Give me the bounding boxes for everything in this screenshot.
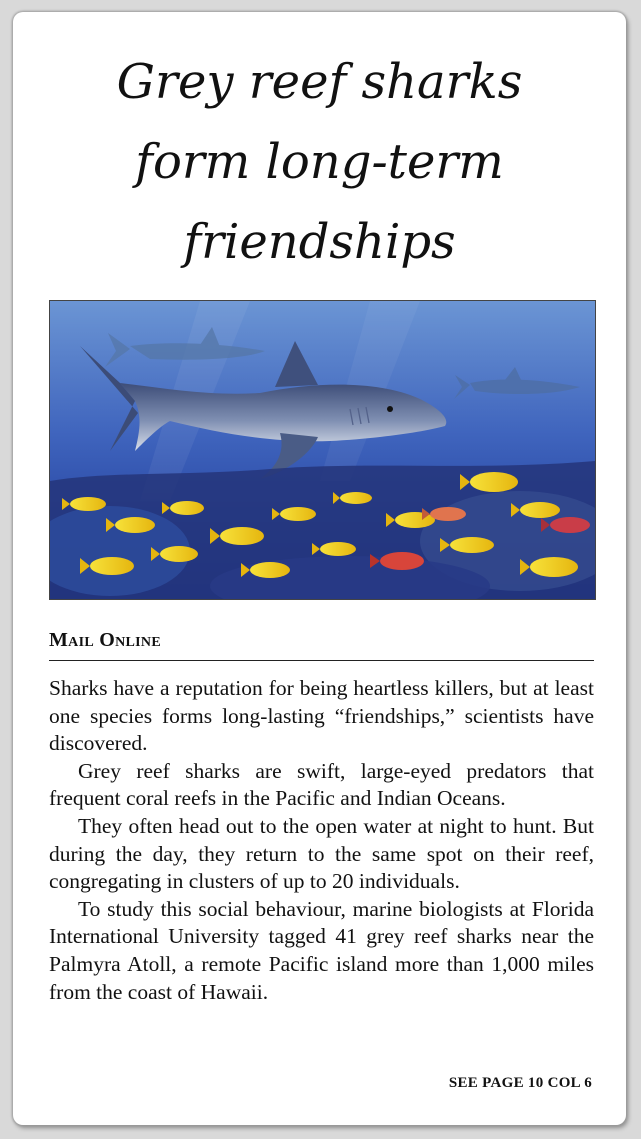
byline-divider (49, 660, 594, 661)
headline (13, 42, 626, 282)
paragraph-1: Sharks have a reputation for being heartless killers, but at least one species forms long-lasting “friendships,” scientists have discovered. (49, 676, 594, 756)
shark-photo (49, 300, 596, 600)
article-body (49, 675, 594, 1006)
article-card (13, 12, 626, 1125)
headline-line-2: form long-term (135, 134, 504, 190)
paragraph-2: Grey reef sharks are swift, large-eyed predators that frequent coral reefs in the Pacific and Indian Oceans. (49, 758, 594, 811)
paragraph-3: They often head out to the open water at night to hunt. But during the day, they return to the same spot on their reef, congregating in clusters of up to 20 individuals. (49, 813, 594, 894)
headline-line-3: friendships (183, 214, 456, 270)
byline: Mail Online (49, 629, 161, 651)
continued-on-page-link[interactable]: SEE PAGE 10 COL 6 (448, 1075, 592, 1091)
headline-line-1: Grey reef sharks (116, 54, 523, 110)
paragraph-4: To study this social behaviour, marine biologists at Florida International University tagged 41 grey reef sharks near the Palmyra Atoll, a remote Pacific island more than 1,000 miles from the coast of Hawaii. (49, 896, 594, 1004)
